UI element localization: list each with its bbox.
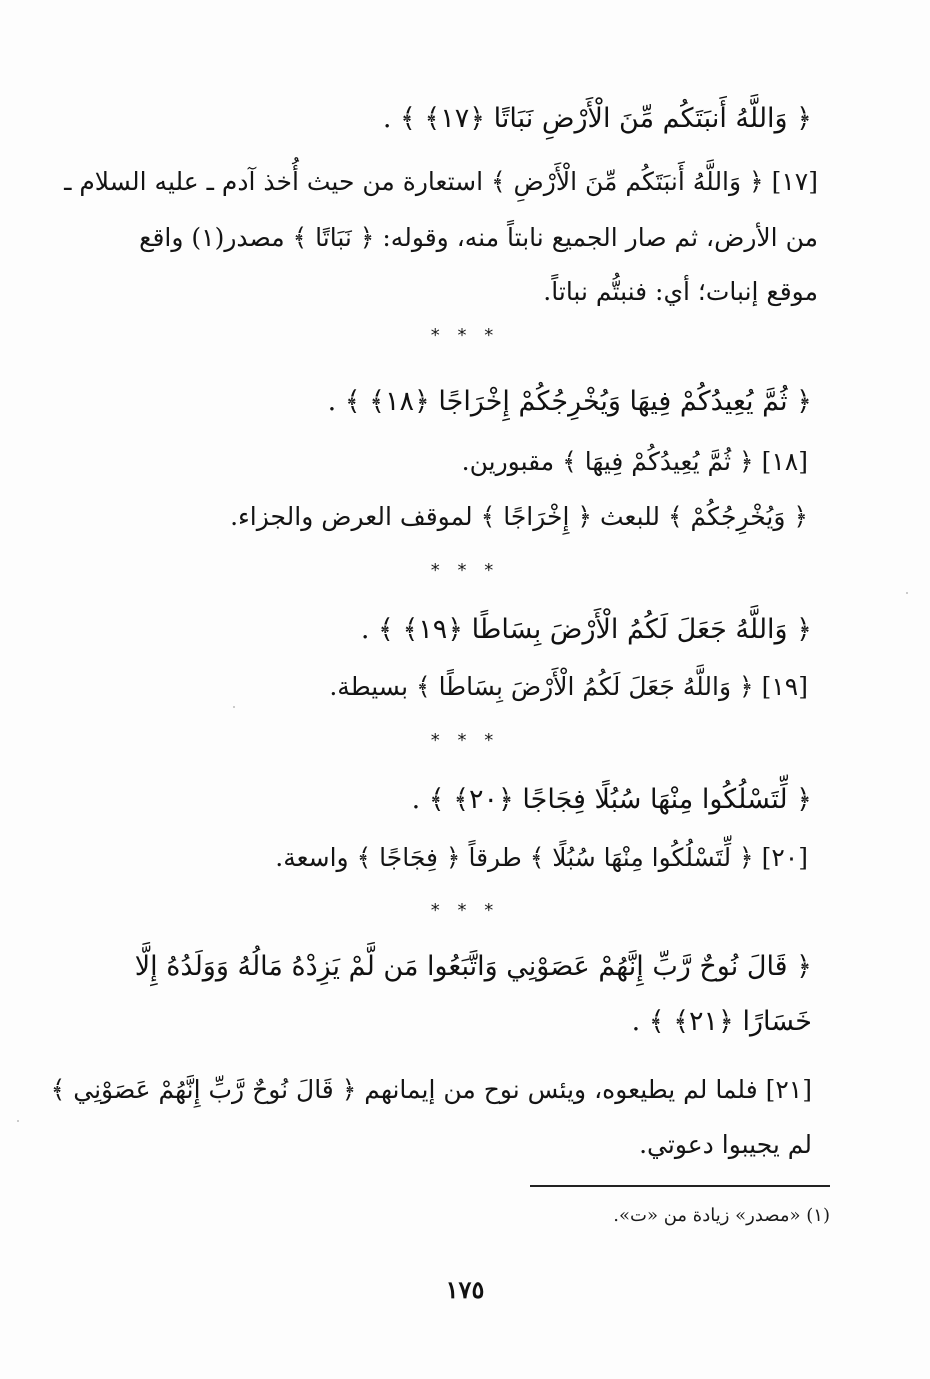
verse-21-line-1: ﴿ قَالَ نُوحٌ رَّبِّ إِنَّهُمْ عَصَوْنِي وَاتَّبَعُوا مَن لَّمْ يَزِدْهُ مَالُهُ وَوَلَدُهُ إِلَّا [134, 951, 812, 982]
commentary-18-line-2: ﴿ وَيُخْرِجُكُمْ ﴾ للبعث ﴿ إِخْرَاجًا ﴾ لموقف العرض والجزاء. [230, 502, 808, 531]
section-separator: * * * [430, 730, 500, 751]
verse-17: ﴿ وَاللَّهُ أَنبَتَكُم مِّنَ الْأَرْضِ نَبَاتًا ﴿١٧﴾ ﴾ . [382, 103, 812, 134]
commentary-18-line-1: [١٨] ﴿ ثُمَّ يُعِيدُكُمْ فِيهَا ﴾ مقبورين. [461, 447, 808, 476]
commentary-17-line-2: من الأرض، ثم صار الجميع نابتاً منه، وقوله: ﴿ نَبَاتًا ﴾ مصدر(١) واقع [139, 223, 818, 252]
scan-speck [233, 706, 235, 708]
commentary-21-line-2: لم يجيبوا دعوتي. [639, 1130, 812, 1159]
footnote: (١) «مصدر» زيادة من «ت». [613, 1205, 830, 1226]
verse-21-line-2: خَسَارًا ﴿٢١﴾ ﴾ . [631, 1006, 812, 1037]
footnote-rule [530, 1185, 830, 1187]
section-separator: * * * [430, 900, 500, 921]
verse-18: ﴿ ثُمَّ يُعِيدُكُمْ فِيهَا وَيُخْرِجُكُمْ إِخْرَاجًا ﴿١٨﴾ ﴾ . [327, 386, 812, 417]
scan-speck [17, 1120, 19, 1122]
scan-speck [906, 592, 908, 594]
commentary-19: [١٩] ﴿ وَاللَّهُ جَعَلَ لَكُمُ الْأَرْضَ بِسَاطًا ﴾ بسيطة. [329, 672, 808, 701]
section-separator: * * * [430, 325, 500, 346]
commentary-20: [٢٠] ﴿ لِّتَسْلُكُوا مِنْهَا سُبُلًا ﴾ طرقاً ﴿ فِجَاجًا ﴾ واسعة. [275, 843, 808, 872]
commentary-21-line-1: [٢١] فلما لم يطيعوه، ويئس نوح من إيمانهم ﴿ قَالَ نُوحٌ رَّبِّ إِنَّهُمْ عَصَوْنِي ﴾ [50, 1075, 812, 1104]
commentary-17-line-3: موقع إنبات؛ أي: فنبتُّم نباتاً. [543, 277, 818, 306]
section-separator: * * * [430, 560, 500, 581]
page-number: ١٧٥ [445, 1275, 485, 1304]
commentary-17-line-1: [١٧] ﴿ وَاللَّهُ أَنبَتَكُم مِّنَ الْأَرْضِ ﴾ استعارة من حيث أُخذ آدم ـ عليه السلام ـ [64, 167, 818, 196]
verse-19: ﴿ وَاللَّهُ جَعَلَ لَكُمُ الْأَرْضَ بِسَاطًا ﴿١٩﴾ ﴾ . [360, 614, 812, 645]
verse-20: ﴿ لِّتَسْلُكُوا مِنْهَا سُبُلًا فِجَاجًا ﴿٢٠﴾ ﴾ . [411, 784, 812, 815]
